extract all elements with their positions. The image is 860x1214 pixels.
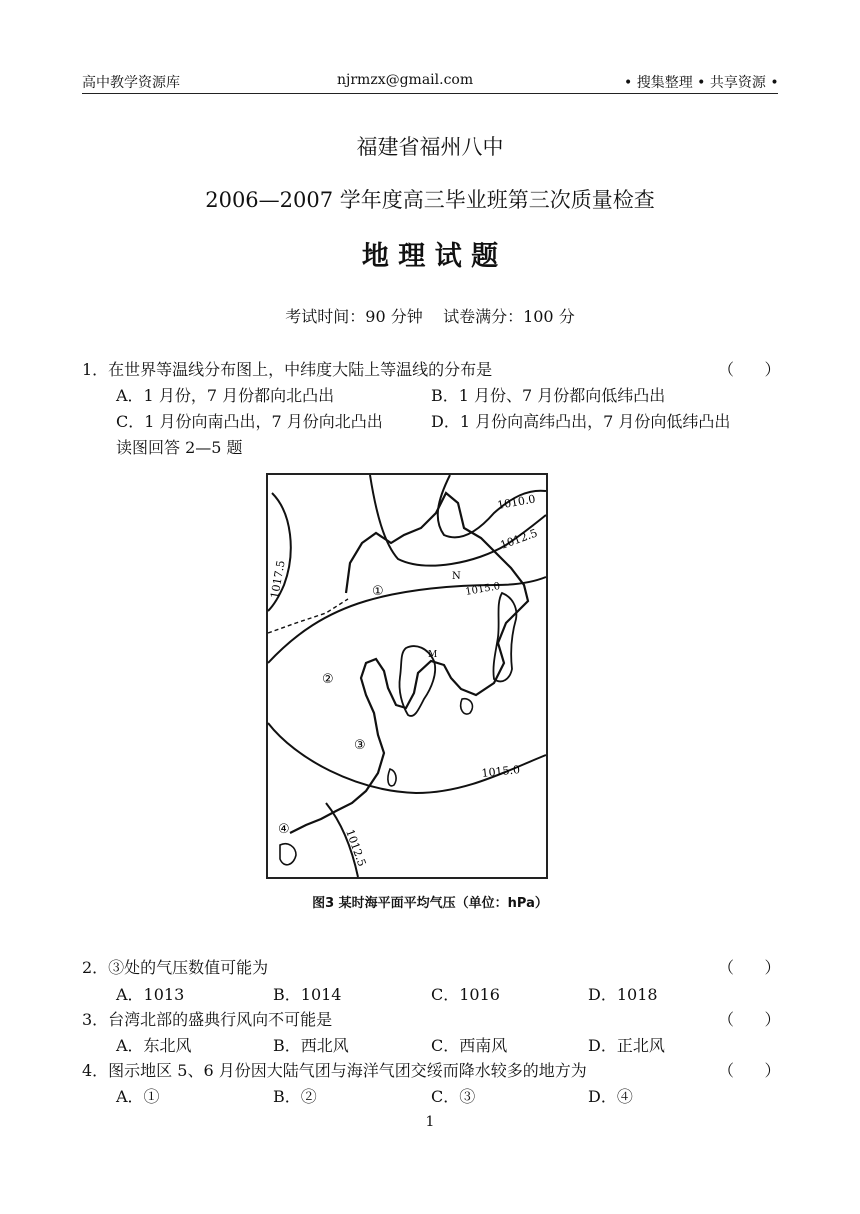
- exam-info: 考试时间：90 分钟 试卷满分：100 分: [285, 307, 575, 326]
- question-3-option-d: D．正北风: [588, 1036, 665, 1055]
- pressure-map: [266, 473, 548, 879]
- header-left: 高中教学资源库: [82, 75, 180, 91]
- question-2-option-a: A．1013: [116, 985, 185, 1004]
- region-label-3: ③: [354, 738, 366, 753]
- header-rule: [82, 93, 778, 94]
- region-label-2: ②: [322, 672, 334, 687]
- question-3-answer-paren: （ ）: [718, 1010, 781, 1029]
- isobar-label: 1015.0: [480, 763, 521, 780]
- region-label-4: ④: [278, 822, 290, 837]
- question-3-stem: 3．台湾北部的盛典行风向不可能是: [82, 1010, 333, 1029]
- question-3-option-a: A．东北风: [116, 1036, 192, 1055]
- question-4-option-b: B．②: [273, 1087, 317, 1106]
- figure-caption: 图3 某时海平面平均气压（单位：hPa）: [312, 896, 548, 911]
- question-1-stem: 1．在世界等温线分布图上，中纬度大陆上等温线的分布是: [82, 360, 493, 379]
- header-email: njrmzx@gmail.com: [337, 72, 474, 88]
- question-4-answer-paren: （ ）: [718, 1061, 781, 1080]
- question-2-stem: 2．③处的气压数值可能为: [82, 958, 269, 977]
- question-1-option-c: C．1 月份向南凸出，7 月份向北凸出: [116, 412, 383, 431]
- question-4-option-c: C．③: [431, 1087, 476, 1106]
- question-3-option-b: B．西北风: [273, 1036, 349, 1055]
- point-label-m: M: [428, 650, 438, 660]
- header-right: • 搜集整理 • 共享资源 •: [624, 75, 779, 91]
- exam-title: 2006—2007 学年度高三毕业班第三次质量检查: [205, 188, 655, 212]
- subject-title: 地 理 试 题: [361, 241, 499, 272]
- question-1-option-a: A．1 月份，7 月份都向北凸出: [116, 386, 335, 405]
- question-1-answer-paren: （ ）: [718, 360, 781, 379]
- question-1-option-d: D．1 月份向高纬凸出，7 月份向低纬凸出: [431, 412, 731, 431]
- question-2-option-d: D．1018: [588, 985, 658, 1004]
- question-2-answer-paren: （ ）: [718, 958, 781, 977]
- point-label-n: N: [452, 571, 461, 582]
- isobar-label: 1012.5: [498, 526, 540, 552]
- isobar-label: 1017.5: [268, 559, 288, 600]
- question-4-option-d: D．④: [588, 1087, 633, 1106]
- region-label-1: ①: [372, 584, 384, 599]
- question-4-stem: 4．图示地区 5、6 月份因大陆气团与海洋气团交绥而降水较多的地方为: [82, 1061, 587, 1080]
- question-3-option-c: C．西南风: [431, 1036, 508, 1055]
- isobar-label: 1012.5: [343, 827, 369, 869]
- question-2-option-b: B．1014: [273, 985, 342, 1004]
- read-note: 读图回答 2—5 题: [116, 438, 243, 457]
- isobar-label: 1015.0: [464, 581, 501, 598]
- page-number: 1: [425, 1114, 435, 1130]
- school-name: 福建省福州八中: [356, 135, 504, 159]
- question-2-option-c: C．1016: [431, 985, 500, 1004]
- question-4-option-a: A．①: [116, 1087, 160, 1106]
- question-1-option-b: B．1 月份、7 月份都向低纬凸出: [431, 386, 666, 405]
- isobar-label: 1010.0: [496, 492, 537, 512]
